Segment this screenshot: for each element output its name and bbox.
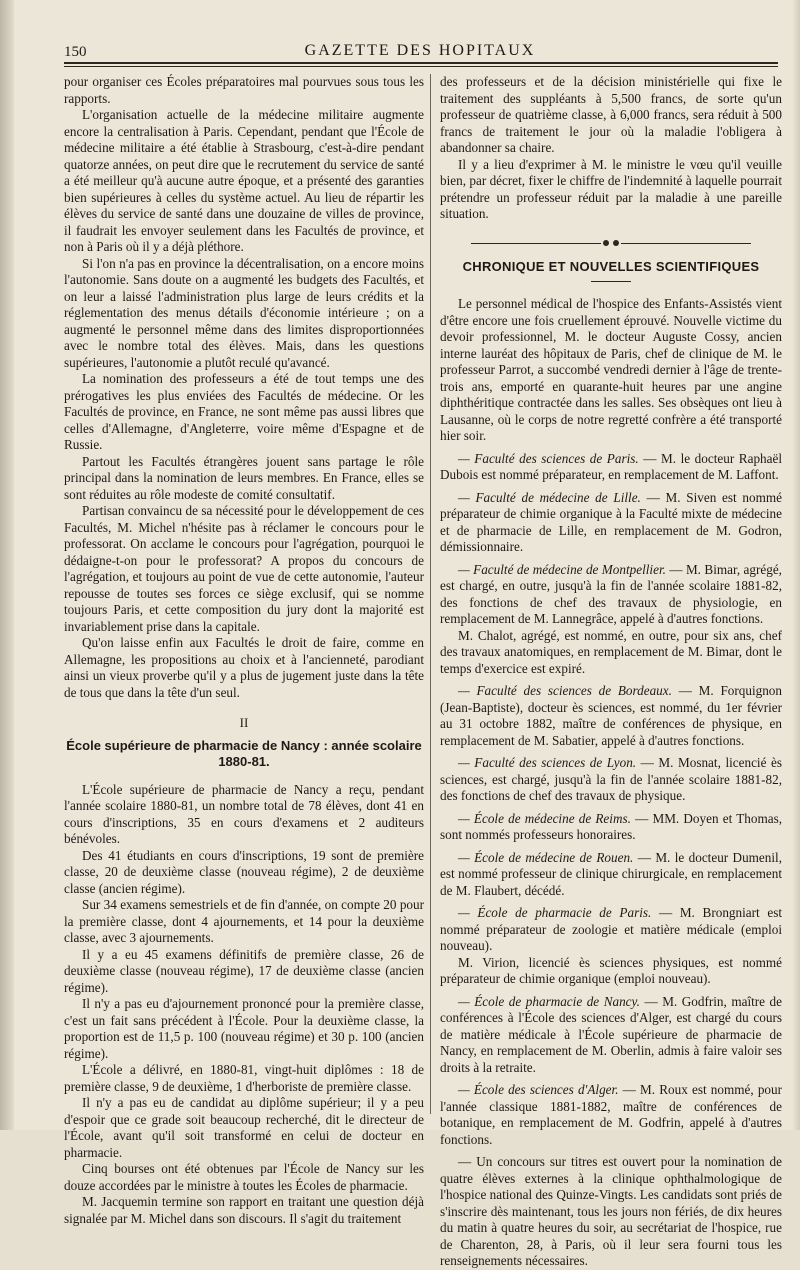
news-item <box>440 451 782 484</box>
right-column <box>440 74 782 1270</box>
paragraph: Il y a lieu d'exprimer à M. le ministre le vœu qu'il veuille bien, par décret, fixer le chiffre de l'indemnité à laquelle pourrait prétendre un professeur réduit par la maladie à une pareille situation. <box>440 156 782 221</box>
news-item <box>440 850 782 900</box>
news-item-text: — M. Brongniart est nommé préparateur de zoologie et matière médicale (emploi nouveau). <box>440 905 782 953</box>
left-column <box>64 74 424 1227</box>
ornamental-divider <box>440 235 782 245</box>
paragraph: Si l'on n'a pas en province la décentralisation, on a encore moins l'autonomie. Sans doute on a augmenté les budgets des Facultés, et on leur a laissé l'administration plus large de leurs crédits et la réglementation des menus détails d'économie intérieure ; on a augmenté le personnel même dans des limites disproportionnées avec le nombre total des élèves. Mais, dans les questions supérieures, l'autonomie a plutôt reculé qu'avancé. <box>64 255 424 370</box>
news-item <box>440 811 782 844</box>
paragraph: M. Jacquemin termine son rapport en traitant une question déjà signalée par M. Michel dans son discours. Il s'agit du traitement <box>64 1194 424 1226</box>
paragraph: Il y a eu 45 examens définitifs de première classe, 26 de deuxième classe (nouveau régime), 17 de deuxième classe (ancien régime). <box>64 946 424 995</box>
paragraph: Cinq bourses ont été obtenues par l'École de Nancy sur les douze accordées par le ministre à toutes les Écoles de pharmacie. <box>64 1161 424 1193</box>
paragraph: L'École supérieure de pharmacie de Nancy a reçu, pendant l'année scolaire 1880-81, un nombre total de 78 élèves, dont 41 en cours d'inscriptions, 35 en cours d'examens et 2 auditeurs bénévoles. <box>64 781 424 846</box>
news-item-lead: — École de pharmacie de Nancy. <box>458 993 640 1009</box>
news-item <box>440 683 782 749</box>
paragraph: pour organiser ces Écoles préparatoires mal pourvues sous tous les rapports. <box>64 74 424 106</box>
news-item-text: — M. Bimar, agrégé, est chargé, en outre, jusqu'à la fin de l'année scolaire 1881-82, des fonctions de chef des travaux de physiologie, en remplacement de M. Lannegrâce, appelé à d'autres fonctions. <box>440 561 782 626</box>
news-item-lead: — École de pharmacie de Paris. <box>458 905 652 920</box>
page-number: 150 <box>64 44 87 60</box>
news-item-text: — M. Roux est nommé, pour l'année classique 1881-1882, maître de conférences de botanique, en remplacement de M. Godfrin, appelé à d'autres fonctions. <box>440 1082 782 1147</box>
paragraph: Partout les Facultés étrangères jouent sans partage le rôle principal dans la nomination de leurs membres. En France, elles se sont réduites au rôle modeste de comité consultatif. <box>64 453 424 502</box>
news-item: — Un concours sur titres est ouvert pour la nomination de quatre élèves externes à la clinique ophthalmologique de l'hospice national des Quinze-Vingts. Les candidats sont priés de s'inscrire dès maintenant, tous les jours non fériés, de dix heures du matin à quatre heures du soir, au secrétariat de l'hospice, rue de Charenton, 28, à Paris, où il leur sera fourni tous les renseignements nécessaires. <box>440 1154 782 1268</box>
news-item-text: — M. Godfrin, maître de conférences à l'École des sciences d'Alger, est chargé du cours de matière médicale à l'École supérieure de pharmacie de Nancy, en remplacement de M. Oberlin, admis à faire valoir ses droits à la retraite. <box>440 993 782 1075</box>
news-item-lead: — Faculté des sciences de Paris. <box>458 450 639 466</box>
paragraph: Il n'y a pas eu d'ajournement prononcé pour la première classe, c'est un fait sans précédent à l'École. Pour la deuxième classe, la proportion est de 11,5 p. 100 (nouveau régime) et 30 p. 100 (ancien régime). <box>64 996 424 1061</box>
journal-title: GAZETTE DES HOPITAUX <box>304 42 536 59</box>
news-item <box>440 994 782 1077</box>
news-item <box>440 490 782 556</box>
news-item-text: — M. le docteur Raphaël Dubois est nommé préparateur, en remplacement de M. Laffont. <box>440 450 783 482</box>
paragraph: L'École a délivré, en 1880-81, vingt-huit diplômes : 18 de première classe, 9 de deuxième, 1 d'herboriste de première classe. <box>64 1062 424 1094</box>
news-item-lead: — École des sciences d'Alger. <box>458 1082 619 1097</box>
header-rule <box>64 62 778 64</box>
news-item-text: — M. Siven est nommé préparateur de chimie organique à la Faculté mixte de médecine et de pharmacie de Lille, en remplacement de M. Godron, démissionnaire. <box>440 489 782 554</box>
paragraph: L'organisation actuelle de la médecine militaire augmente encore la centralisation à Paris. Cependant, pendant que l'École de médecine militaire a été établie à Strasbourg, c'est-à-dire pendant quatorze années, on peut dire que le recrutement du service de santé a été meilleur qu'à aucune autre époque, et a présenté des garanties bien supérieures à celles du système actuel. Au lieu de répartir les élèves du service de santé dans une douzaine de villes de province, il faudrait les envoyer seulement dans les Facultés de province, et non à Paris où il y a déjà pléthore. <box>64 107 424 254</box>
news-item-lead: — École de médecine de Reims. <box>458 810 631 826</box>
heading-rule <box>591 281 631 282</box>
chronique-heading: CHRONIQUE ET NOUVELLES SCIENTIFIQUES <box>462 258 760 274</box>
paragraph: des professeurs et de la décision ministérielle qui fixe le traitement des suppléants à 5,500 francs, de sorte qu'un professeur de quatrième classe, à 6,000 francs, sera réduit à 500 francs de traitement le jour où la maladie l'obligera à abandonner sa chaire. <box>440 74 782 155</box>
section-heading: École supérieure de pharmacie de Nancy : année scolaire 1880-81. <box>66 737 422 769</box>
news-item <box>440 755 782 805</box>
paragraph: Qu'on laisse enfin aux Facultés le droit de faire, comme en Allemagne, les propositions au choix et à l'ancienneté, parodiant ainsi un vieux proverbe qu'il y a plus de jugement juste dans la tête de tous que dans la tête d'un seul. <box>64 635 424 700</box>
news-item-text: — MM. Doyen et Thomas, sont nommés professeurs honoraires. <box>440 810 783 842</box>
news-item-lead: — École de médecine de Rouen. <box>458 849 634 865</box>
page-edge-shadow <box>792 0 800 1130</box>
news-item <box>440 562 782 628</box>
news-item-text: — M. le docteur Dumenil, est nommé professeur de clinique chirurgicale, en remplacement de M. Flaubert, décédé. <box>440 849 783 898</box>
paragraph: Sur 34 examens semestriels et de fin d'année, on compte 20 pour la première classe, dont 4 ajournements, et 14 pour la deuxième classe, avec 3 ajournements. <box>64 897 424 945</box>
news-item <box>440 1082 782 1148</box>
paragraph: La nomination des professeurs a été de tout temps une des prérogatives les plus enviées des Facultés de médecine. Or les Facultés de province, en France, ne sont même pas aussi libres que celles d'Allemagne, d'Angleterre, voire même d'Espagne et de Russie. <box>64 371 424 452</box>
header-rule-thin <box>64 66 778 67</box>
news-item-text: — M. Mosnat, licencié ès sciences, est chargé, jusqu'à la fin de l'année scolaire 1881-82, des fonctions de chef des travaux de physique. <box>440 755 782 803</box>
paragraph: Il n'y a pas eu de candidat au diplôme supérieur; il y a peu d'espoir que ce grade soit beaucoup recherché, dit le directeur de l'École, avant qu'il soit transformé en celui de docteur en pharmacie. <box>64 1095 424 1160</box>
news-item: Le personnel médical de l'hospice des Enfants-Assistés vient d'être encore une fois cruellement éprouvé. Nouvelle victime du devoir professionnel, M. le docteur Auguste Cossy, ancien interne lauréat des hôpitaux de Paris, chef de clinique de M. le professeur Parrot, a succombé vendredi dernier à l'âge de trente-trois ans, emporté en quarante-huit heures par une angine diphthéritique contractée dans les salles. Ses obsèques ont lieu à Lausanne, où le corps de notre regretté confrère a été transporté hier soir. <box>440 296 782 443</box>
news-item-lead: — Faculté de médecine de Montpellier. <box>458 561 666 577</box>
column-separator <box>430 74 431 1114</box>
news-item: M. Chalot, agrégé, est nommé, en outre, pour six ans, chef des travaux anatomiques, en remplacement de M. Bimar, dont le temps d'exercice est expiré. <box>440 627 782 676</box>
section-number: II <box>239 715 249 730</box>
news-item-lead: — Faculté des sciences de Lyon. <box>458 755 637 770</box>
news-item-lead: — Faculté des sciences de Bordeaux. <box>458 683 672 698</box>
paragraph: Partisan convaincu de sa nécessité pour le développement de ces Facultés, M. Michel n'hésite pas à réclamer le concours pour le professorat. On acclame le concours pour l'agrégation, pourquoi le dédaigne-t-on pour le professorat? A propos du concours de l'agrégation, et toujours au point de vue de cette autonomie, l'auteur repousse de toutes ses forces ce siège exclusif, qui se nomme toujours Paris, et cette composition du jury dont la majorité est invariablement prise dans la capitale. <box>64 503 424 634</box>
news-item <box>440 905 782 955</box>
news-item: M. Virion, licencié ès sciences physiques, est nommé préparateur de chimie organique (emploi nouveau). <box>440 954 782 986</box>
news-item-text: — M. Forquignon (Jean-Baptiste), docteur ès sciences, est nommé, du 1er février au 31 octobre 1882, maître de conférences de physique, en remplacement de M. Sabatier, appelé à d'autres fonctions. <box>440 683 782 748</box>
page-binding-shadow <box>0 0 14 1130</box>
paragraph: Des 41 étudiants en cours d'inscriptions, 19 sont de première classe, 20 de deuxième classe (nouveau régime), 2 de deuxième classe (ancien régime). <box>64 847 424 896</box>
news-item-lead: — Faculté de médecine de Lille. <box>458 489 641 505</box>
